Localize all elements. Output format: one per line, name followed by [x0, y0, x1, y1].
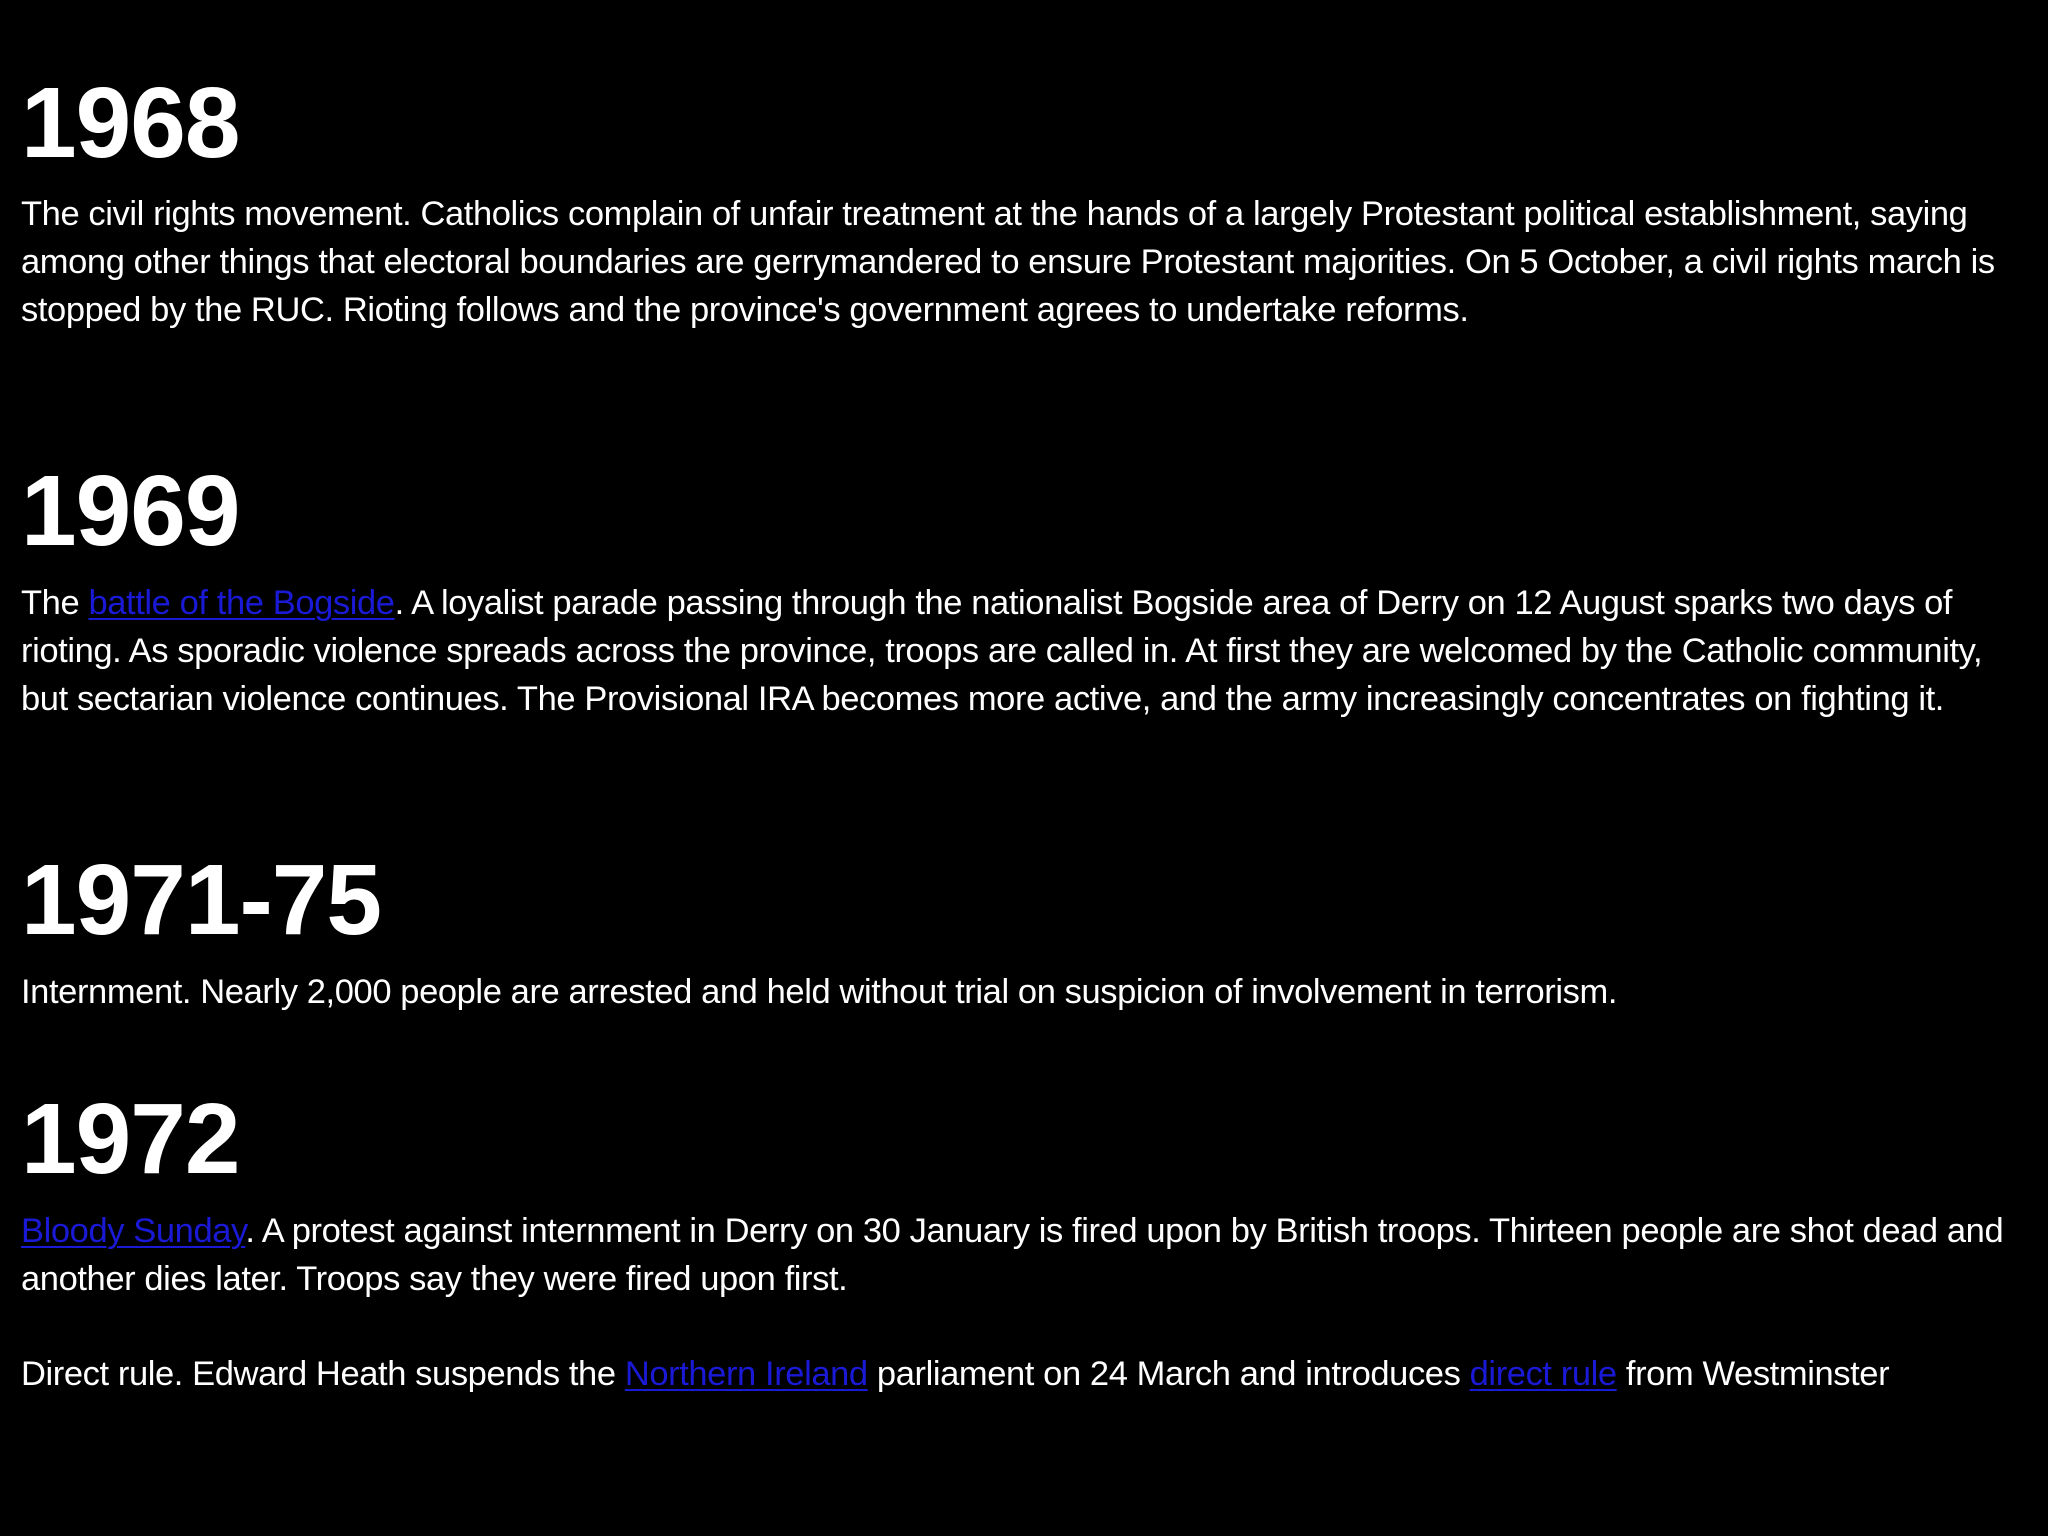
- link-bloody-sunday[interactable]: Bloody Sunday: [21, 1212, 246, 1250]
- entry-text-1972-bloody-sunday: [21, 1207, 2031, 1303]
- entry-text-1971-75: [21, 968, 2031, 1016]
- entry-text-segment: from Westminster: [1616, 1355, 1890, 1393]
- year-heading-1968: 1968: [21, 67, 240, 179]
- entry-text-segment: The civil rights movement. Catholics complain of unfair treatment at the hands of a largely Protestant political establishment, saying among other things that electoral boundaries are gerrymandered to ensure Protestant majorities. On 5 October, a civil rights march is stopped by the RUC. Rioting follows and the province's government agrees to undertake reforms.: [21, 195, 1995, 329]
- year-heading-1972: 1972: [21, 1083, 240, 1195]
- entry-text-segment: parliament on 24 March and introduces: [867, 1355, 1470, 1393]
- entry-text-segment: The: [21, 584, 89, 622]
- entry-text-1969: [21, 579, 2031, 723]
- link-northern-ireland[interactable]: Northern Ireland: [624, 1355, 868, 1393]
- entry-text-segment: Direct rule. Edward Heath suspends the: [21, 1355, 625, 1393]
- entry-text-segment: . A loyalist parade passing through the nationalist Bogside area of Derry on 12 August sparks two days of rioting. As sporadic violence spreads across the province, troops are called in. At first they are welcomed by the Catholic community, but sectarian violence continues. The Provisional IRA becomes more active, and the army increasingly concentrates on fighting it.: [21, 584, 1983, 718]
- link-direct-rule[interactable]: direct rule: [1469, 1355, 1617, 1393]
- entry-text-1972-direct-rule: [21, 1350, 2031, 1398]
- entry-text-segment: . A protest against internment in Derry on 30 January is fired upon by British troops. Thirteen people are shot dead and another dies later. Troops say they were fired upon first.: [21, 1212, 2004, 1298]
- entry-text-1968: [21, 190, 2031, 334]
- entry-text-segment: Internment. Nearly 2,000 people are arrested and held without trial on suspicion of involvement in terrorism.: [21, 973, 1618, 1011]
- link-battle-of-the-bogside[interactable]: battle of the Bogside: [88, 584, 395, 622]
- year-heading-1971-75: 1971-75: [21, 844, 381, 956]
- year-heading-1969: 1969: [21, 455, 240, 567]
